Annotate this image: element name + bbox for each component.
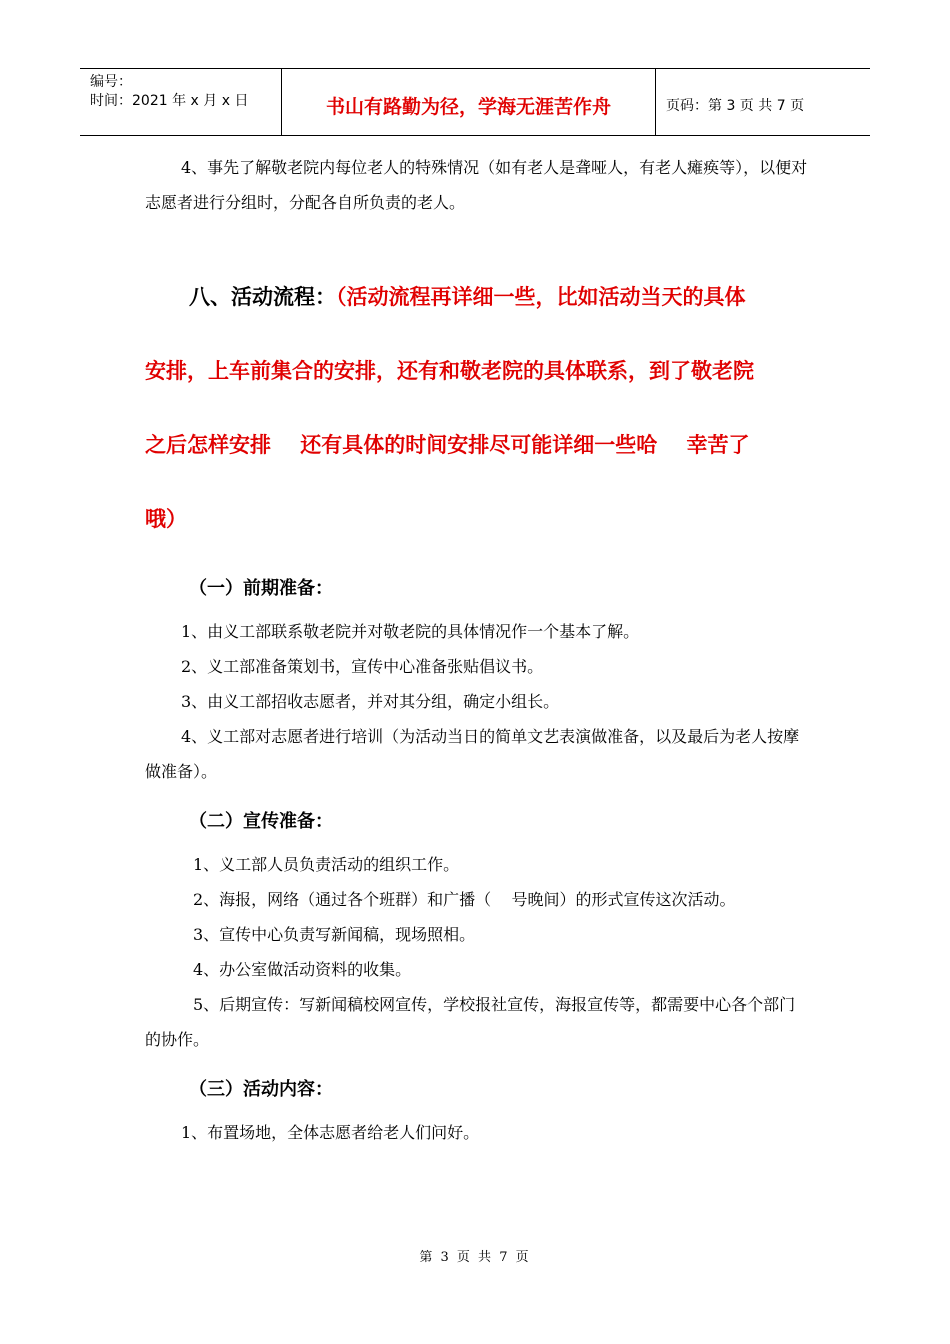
header-motto: 书山有路勤为径，学海无涯苦作舟 [282,69,656,135]
list-item: 2、义工部准备策划书，宣传中心准备张贴倡议书。 [181,657,544,676]
page-footer: 第 3 页 共 7 页 [419,1250,531,1265]
list-item: 4、义工部对志愿者进行培训（为活动当日的简单文艺表演做准备，以及最后为老人按摩做准备）。 [145,727,800,781]
subsection-1-title: （一）前期准备： [189,578,333,599]
list-item: 2、海报，网络（通过各个班群）和广播（ 号晚间）的形式宣传这次活动。 [193,890,736,909]
list-item: 1、布置场地，全体志愿者给老人们问好。 [181,1123,480,1142]
list-item: 1、义工部人员负责活动的组织工作。 [193,855,460,874]
subsection-3-title: （三）活动内容： [189,1079,333,1100]
section-8-note-d: 哦） [145,506,187,531]
header-page-label: 页码：第 3 页 共 7 页 [666,98,805,114]
section-8-note-a: （活动流程再详细一些，比如活动当天的具体 [336,284,746,309]
list-item: 5、后期宣传：写新闻稿校网宣传，学校报社宣传，海报宣传等，都需要中心各个部门的协作。 [145,995,796,1049]
list-item: 3、宣传中心负责写新闻稿，现场照相。 [193,925,476,944]
number-label: 编号： [90,74,132,90]
list-item: 3、由义工部招收志愿者，并对其分组，确定小组长。 [181,692,560,711]
section-8-heading [145,260,810,334]
list-item: 4、办公室做活动资料的收集。 [193,960,412,979]
section-8-title: 八、活动流程： [189,284,336,309]
paragraph-item-4: 4、事先了解敬老院内每位老人的特殊情况（如有老人是聋哑人，有老人瘫痪等），以便对志愿者进行分组时，分配各自所负责的老人。 [145,158,808,212]
document-header [80,68,870,136]
section-8-note-b: 安排，上车前集合的安排，还有和敬老院的具体联系，到了敬老院 [145,358,754,383]
list-item: 1、由义工部联系敬老院并对敬老院的具体情况作一个基本了解。 [181,622,640,641]
section-8-note-c: 之后怎样安排 还有具体的时间安排尽可能详细一些哈 幸苦了 [145,432,750,457]
subsection-2-title: （二）宣传准备： [189,811,333,832]
header-meta [80,69,282,135]
time-label: 时间：2021 年 x 月 x 日 [90,93,249,109]
document-body [145,150,810,1150]
